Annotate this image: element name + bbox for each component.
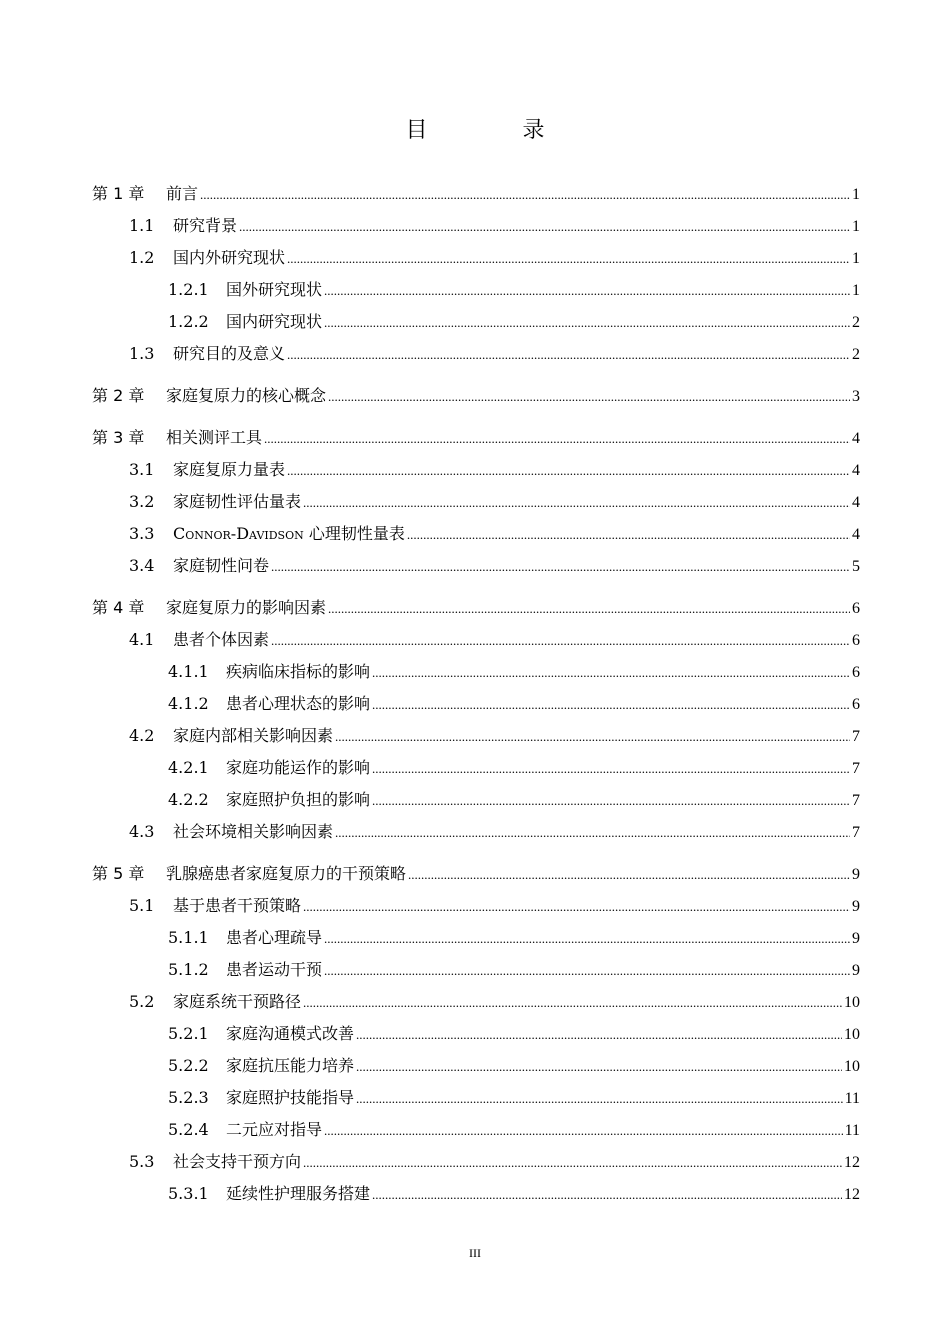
- toc-leader-dots: [407, 523, 850, 547]
- toc-entry-page: 4: [852, 462, 860, 479]
- toc-leader-dots: [372, 757, 850, 781]
- toc-entry[interactable]: [129, 820, 860, 845]
- toc-entry-page: 5: [852, 558, 860, 575]
- toc-entry-number: 5.2.1: [168, 1024, 209, 1043]
- toc-leader-dots: [335, 725, 850, 749]
- toc-entry-label: 患者心理状态的影响: [226, 694, 371, 713]
- toc-entry-number: 第 5 章: [92, 864, 145, 883]
- toc-entry[interactable]: [168, 1022, 860, 1047]
- toc-entry-number: 3.4: [129, 556, 155, 575]
- toc-entry-label: 家庭复原力的核心概念: [166, 386, 327, 405]
- toc-entry-label: 家庭抗压能力培养: [226, 1056, 355, 1075]
- toc-entry-page: 4: [852, 494, 860, 511]
- toc-entry-number: 5.1.1: [168, 928, 209, 947]
- toc-entry[interactable]: [129, 214, 860, 239]
- toc-entry[interactable]: [92, 596, 860, 621]
- toc-entry-number: 4.2.1: [168, 758, 209, 777]
- toc-leader-dots: [287, 343, 850, 367]
- toc-entry-number: 5.2.2: [168, 1056, 209, 1075]
- toc-leader-dots: [303, 895, 850, 919]
- toc-entry-label: 家庭功能运作的影响: [226, 758, 371, 777]
- toc-leader-dots: [264, 427, 850, 451]
- toc-leader-dots: [328, 385, 850, 409]
- toc-entry-label: 相关测评工具: [166, 428, 263, 447]
- toc-entry-page: 7: [852, 728, 860, 745]
- toc-leader-dots: [372, 1183, 842, 1207]
- toc-entry-number: 5.2.3: [168, 1088, 209, 1107]
- toc-entry-page: 4: [852, 526, 860, 543]
- toc-entry-page: 1: [852, 282, 860, 299]
- toc-entry[interactable]: [129, 522, 860, 547]
- toc-entry-number: 4.2: [129, 726, 155, 745]
- toc-entry-page: 9: [852, 962, 860, 979]
- toc-entry-label: 社会支持干预方向: [173, 1152, 302, 1171]
- toc-entry-label: 家庭照护负担的影响: [226, 790, 371, 809]
- toc-entry-page: 7: [852, 824, 860, 841]
- toc-entry-page: 9: [852, 898, 860, 915]
- toc-entry[interactable]: [168, 958, 860, 983]
- toc-entry-number: 1.1: [129, 216, 155, 235]
- toc-entry-page: 7: [852, 760, 860, 777]
- toc-entry-label: 国内外研究现状: [173, 248, 286, 267]
- toc-entry-label: 疾病临床指标的影响: [226, 662, 371, 681]
- toc-leader-dots: [200, 183, 850, 207]
- toc-entry-number: 3.2: [129, 492, 155, 511]
- toc-entry[interactable]: [168, 926, 860, 951]
- toc-entry-number: 1.2.2: [168, 312, 209, 331]
- toc-leader-dots: [239, 215, 850, 239]
- toc-entry[interactable]: [129, 894, 860, 919]
- toc-entry-page: 2: [852, 314, 860, 331]
- toc-entry[interactable]: [129, 1150, 860, 1175]
- toc-entry-page: 12: [844, 1186, 860, 1203]
- toc-entry-label: 国内研究现状: [226, 312, 323, 331]
- toc-entry-page: 1: [852, 218, 860, 235]
- toc-entry-page: 4: [852, 430, 860, 447]
- toc-entry-number: 5.2.4: [168, 1120, 209, 1139]
- toc-entry-number: 4.1.1: [168, 662, 209, 681]
- toc-entry-label: Connor-Davidson 心理韧性量表: [173, 524, 405, 543]
- toc-entry[interactable]: [129, 342, 860, 367]
- toc-entry-label: 家庭沟通模式改善: [226, 1024, 355, 1043]
- toc-leader-dots: [324, 927, 850, 951]
- toc-entry-label: 家庭复原力量表: [173, 460, 286, 479]
- toc-entry-label: 前言: [166, 184, 199, 203]
- toc-entry-label: 基于患者干预策略: [173, 896, 302, 915]
- toc-leader-dots: [303, 491, 850, 515]
- toc-entry-label: 研究目的及意义: [173, 344, 286, 363]
- toc-entry[interactable]: [129, 990, 860, 1015]
- toc-entry[interactable]: [129, 554, 860, 579]
- toc-leader-dots: [328, 597, 850, 621]
- toc-entry-number: 第 4 章: [92, 598, 145, 617]
- toc-entry-page: 9: [852, 866, 860, 883]
- toc-leader-dots: [303, 991, 842, 1015]
- toc-entry-number: 1.2: [129, 248, 155, 267]
- toc-entry-label: 家庭复原力的影响因素: [166, 598, 327, 617]
- toc-leader-dots: [287, 459, 850, 483]
- toc-entry-page: 11: [844, 1090, 860, 1107]
- toc-entry-number: 5.1.2: [168, 960, 209, 979]
- toc-entry-page: 12: [844, 1154, 860, 1171]
- toc-entry-label: 国外研究现状: [226, 280, 323, 299]
- toc-entry-page: 6: [852, 600, 860, 617]
- toc-entry-number: 4.1: [129, 630, 155, 649]
- toc-leader-dots: [271, 555, 850, 579]
- toc-entry[interactable]: [168, 1054, 860, 1079]
- toc-entry-number: 4.1.2: [168, 694, 209, 713]
- toc-leader-dots: [372, 789, 850, 813]
- toc-entry[interactable]: [92, 182, 860, 207]
- toc-entry[interactable]: [129, 246, 860, 271]
- toc-entry-page: 9: [852, 930, 860, 947]
- toc-entry-label: 乳腺癌患者家庭复原力的干预策略: [166, 864, 407, 883]
- toc-entry-label: 延续性护理服务搭建: [226, 1184, 371, 1203]
- toc-entry-page: 6: [852, 632, 860, 649]
- toc-entry-number: 5.2: [129, 992, 155, 1011]
- toc-entry-number: 第 2 章: [92, 386, 145, 405]
- toc-entry[interactable]: [168, 310, 860, 335]
- toc-entry-page: 1: [852, 186, 860, 203]
- toc-entry-label: 患者运动干预: [226, 960, 323, 979]
- toc-entry-number: 5.3.1: [168, 1184, 209, 1203]
- toc-leader-dots: [408, 863, 850, 887]
- toc-leader-dots: [324, 311, 850, 335]
- toc-entry-page: 10: [844, 1026, 860, 1043]
- toc-entry-page: 11: [844, 1122, 860, 1139]
- toc-entry-number: 3.3: [129, 524, 155, 543]
- toc-entry-number: 1.2.1: [168, 280, 209, 299]
- toc-entry-label: 家庭照护技能指导: [226, 1088, 355, 1107]
- toc-leader-dots: [271, 629, 850, 653]
- toc-entry[interactable]: [168, 278, 860, 303]
- toc-entry-label: 家庭韧性评估量表: [173, 492, 302, 511]
- toc-entry-number: 4.2.2: [168, 790, 209, 809]
- toc-entry[interactable]: [168, 788, 860, 813]
- toc-entry[interactable]: [168, 756, 860, 781]
- toc-entry-page: 1: [852, 250, 860, 267]
- toc-title: 目 录: [405, 118, 589, 143]
- toc-entry[interactable]: [168, 660, 860, 685]
- toc-entry-page: 3: [852, 388, 860, 405]
- toc-entry-label: 二元应对指导: [226, 1120, 323, 1139]
- toc-entry[interactable]: [129, 490, 860, 515]
- toc-entry-page: 6: [852, 696, 860, 713]
- toc-entry-label: 家庭系统干预路径: [173, 992, 302, 1011]
- toc-entry[interactable]: [129, 724, 860, 749]
- toc-entry[interactable]: [92, 862, 860, 887]
- toc-entry-number: 1.3: [129, 344, 155, 363]
- toc-entry[interactable]: [168, 1086, 860, 1111]
- toc-entry-number: 第 1 章: [92, 184, 145, 203]
- toc-entry-page: 10: [844, 994, 860, 1011]
- toc-leader-dots: [303, 1151, 842, 1175]
- toc-leader-dots: [356, 1087, 843, 1111]
- toc-entry-label: 社会环境相关影响因素: [173, 822, 334, 841]
- toc-leader-dots: [335, 821, 850, 845]
- toc-leader-dots: [356, 1023, 842, 1047]
- toc-entry-number: 5.3: [129, 1152, 155, 1171]
- toc-entry[interactable]: [168, 1182, 860, 1207]
- toc-entry-number: 5.1: [129, 896, 155, 915]
- toc-entry-page: 2: [852, 346, 860, 363]
- toc-leader-dots: [324, 279, 850, 303]
- toc-entry-label: 家庭内部相关影响因素: [173, 726, 334, 745]
- toc-leader-dots: [324, 959, 850, 983]
- toc-entry[interactable]: [129, 628, 860, 653]
- toc-leader-dots: [287, 247, 850, 271]
- toc-entry[interactable]: [168, 1118, 860, 1143]
- toc-entry-number: 4.3: [129, 822, 155, 841]
- toc-entry-label: 患者个体因素: [173, 630, 270, 649]
- toc-leader-dots: [356, 1055, 842, 1079]
- toc-entry[interactable]: [168, 692, 860, 717]
- toc-leader-dots: [372, 693, 850, 717]
- toc-entry-page: 7: [852, 792, 860, 809]
- toc-entry[interactable]: [92, 384, 860, 409]
- toc-leader-dots: [372, 661, 850, 685]
- toc-entry-page: 10: [844, 1058, 860, 1075]
- toc-entry-number: 3.1: [129, 460, 155, 479]
- toc-entry[interactable]: [129, 458, 860, 483]
- toc-entry-page: 6: [852, 664, 860, 681]
- toc-entry-label: 研究背景: [173, 216, 238, 235]
- toc-leader-dots: [324, 1119, 843, 1143]
- toc-entry-label: 患者心理疏导: [226, 928, 323, 947]
- toc-entry-label: 家庭韧性问卷: [173, 556, 270, 575]
- page-number: III: [469, 1246, 481, 1260]
- toc-entry[interactable]: [92, 426, 860, 451]
- toc-entry-number: 第 3 章: [92, 428, 145, 447]
